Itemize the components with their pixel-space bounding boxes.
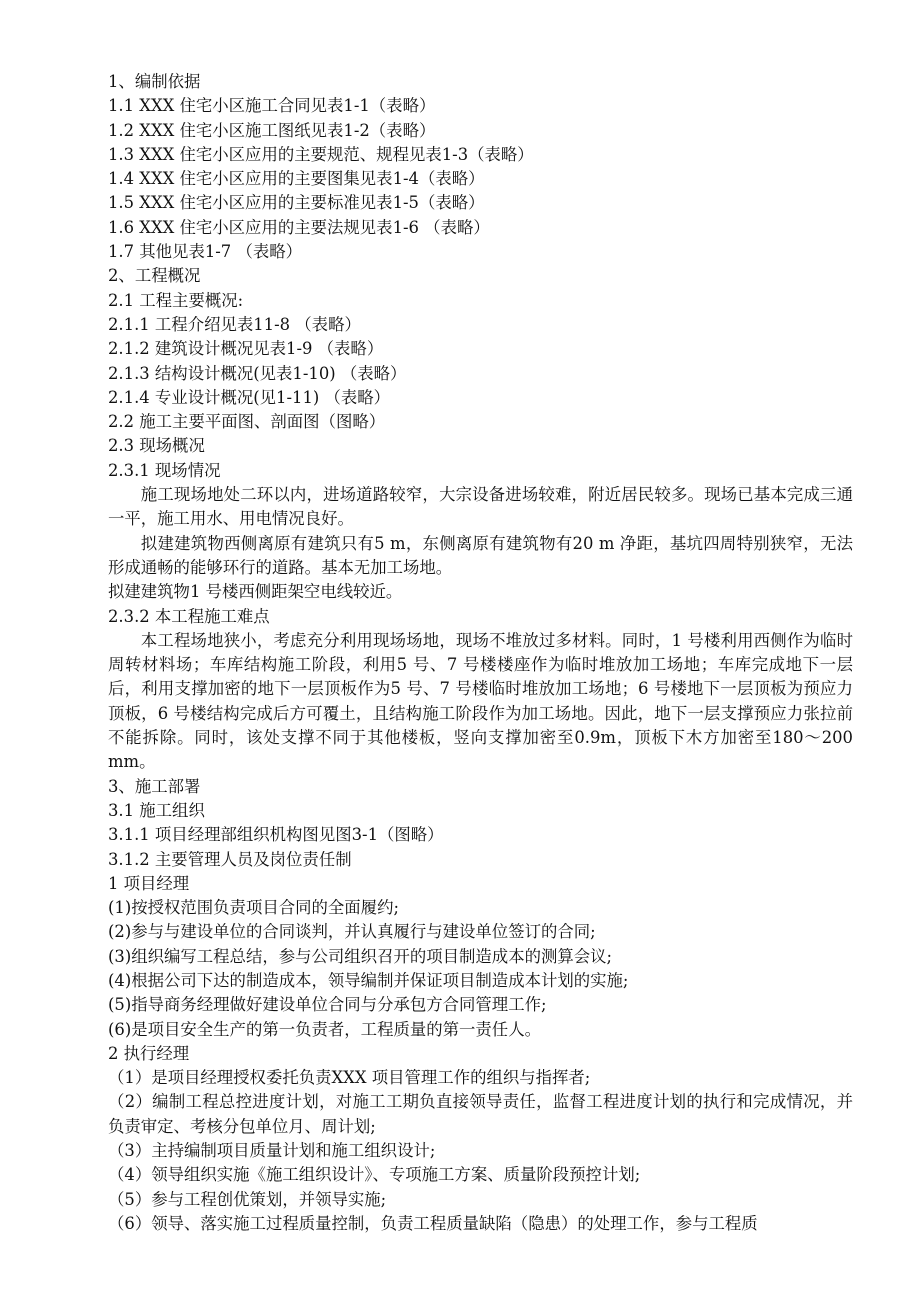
duty-item: (2)参与与建设单位的合同谈判，并认真履行与建设单位签订的合同;: [108, 922, 596, 942]
subsection-heading: 2.1 工程主要概况:: [108, 290, 244, 310]
list-item: 1.7 其他见表1-7 （表略）: [108, 242, 303, 262]
duty-item: （4）领导组织实施《施工组织设计》、专项施工方案、质量阶段预控计划;: [108, 1165, 641, 1185]
list-item: 1.5 XXX 住宅小区应用的主要标准见表1-5（表略）: [108, 193, 485, 213]
duty-item: (1)按授权范围负责项目合同的全面履约;: [108, 898, 399, 918]
duty-item: (3)组织编写工程总结，参与公司组织召开的项目制造成本的测算会议;: [108, 946, 613, 966]
list-item: 1.1 XXX 住宅小区施工合同见表1-1（表略）: [108, 96, 436, 116]
duty-item: （3）主持编制项目质量计划和施工组织设计;: [108, 1141, 436, 1161]
list-item: 1.4 XXX 住宅小区应用的主要图集见表1-4（表略）: [108, 169, 485, 189]
list-item: 3.1.1 项目经理部组织机构图见图3-1（图略）: [108, 825, 444, 845]
duty-item: （1）是项目经理授权委托负责XXX 项目管理工作的组织与指挥者;: [108, 1068, 591, 1088]
section-heading: 1、编制依据: [108, 72, 201, 91]
duty-item: (4)根据公司下达的制造成本，领导编制并保证项目制造成本计划的实施;: [108, 970, 629, 990]
subsection-heading: 2.3.1 现场情况: [108, 460, 221, 480]
body-paragraph: 拟建建筑物西侧离原有建筑只有5 m，东侧离原有建筑物有20 m 净距，基坑四周特别狭窄，无法形成通畅的能够环行的道路。基本无加工场地。: [108, 533, 853, 577]
duty-item: （2）编制工程总控进度计划，对施工工期负直接领导责任，监督工程进度计划的执行和完成情况，并负责审定、考核分包单位月、周计划;: [108, 1092, 853, 1136]
duty-item: (6)是项目安全生产的第一负责者，工程质量的第一责任人。: [108, 1019, 541, 1039]
list-item: 1.3 XXX 住宅小区应用的主要规范、规程见表1-3（表略）: [108, 144, 534, 164]
body-text: 拟建建筑物1 号楼西侧距架空电线较近。: [108, 582, 403, 602]
body-paragraph: 本工程场地狭小，考虑充分利用现场场地，现场不堆放过多材料。同时，1 号楼利用西侧作为临时周转材料场；车库结构施工阶段，利用5 号、7 号楼楼座作为临时堆放加工场地；车库完成地下一层后，利用支撑加密的地下一层顶板作为5 号、7 号楼临时堆放加工场地；6 号楼地下一层顶板为预应力顶板，6 号楼结构完成后方可覆土，且结构施工阶段作为加工场地。因此，地下一层支撑预应力张拉前不能拆除。同时，该处支撑不同于其他楼板，竖向支撑加密至0.9m，顶板下木方加密至180～200 mm。: [108, 630, 853, 772]
list-item: 2.1.2 建筑设计概况见表1-9 （表略）: [108, 339, 384, 359]
duty-item: （6）领导、落实施工过程质量控制，负责工程质量缺陷（隐患）的处理工作，参与工程质: [108, 1213, 758, 1233]
document-page: [108, 70, 853, 1236]
list-item: 2.1.3 结构设计概况(见表1-10) （表略）: [108, 363, 407, 383]
duty-item: （5）参与工程创优策划，并领导实施;: [108, 1189, 387, 1209]
role-heading: 1 项目经理: [108, 873, 190, 893]
list-item: 1.2 XXX 住宅小区施工图纸见表1-2（表略）: [108, 120, 436, 140]
subsection-heading: 2.2 施工主要平面图、剖面图（图略）: [108, 412, 386, 432]
duty-item: (5)指导商务经理做好建设单位合同与分承包方合同管理工作;: [108, 995, 547, 1015]
subsection-heading: 3.1 施工组织: [108, 800, 205, 820]
section-heading: 3、施工部署: [108, 776, 201, 796]
body-paragraph: 施工现场地处二环以内，进场道路较窄，大宗设备进场较难，附近居民较多。现场已基本完成三通一平，施工用水、用电情况良好。: [108, 485, 853, 529]
subsection-heading: 2.3 现场概况: [108, 436, 205, 456]
section-heading: 2、工程概况: [108, 266, 201, 286]
role-heading: 2 执行经理: [108, 1043, 190, 1063]
list-item: 1.6 XXX 住宅小区应用的主要法规见表1-6 （表略）: [108, 217, 490, 237]
list-item: 2.1.4 专业设计概况(见1-11) （表略）: [108, 387, 391, 407]
subsection-heading: 2.3.2 本工程施工难点: [108, 606, 270, 626]
list-item: 3.1.2 主要管理人员及岗位责任制: [108, 849, 352, 869]
list-item: 2.1.1 工程介绍见表11-8 （表略）: [108, 314, 361, 334]
